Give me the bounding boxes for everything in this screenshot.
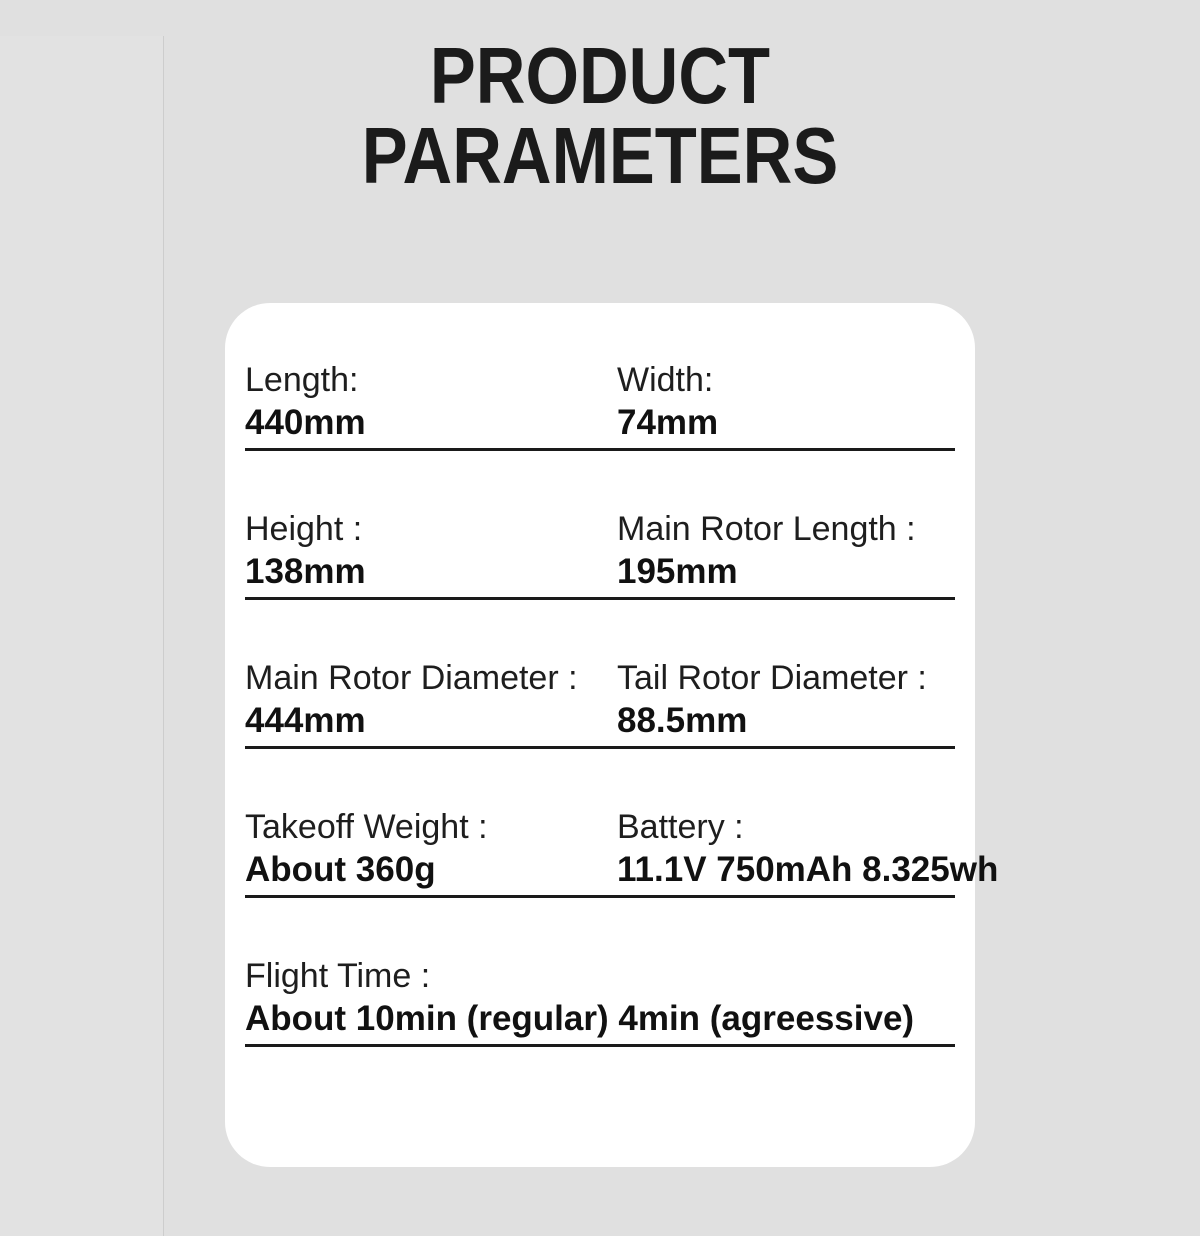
param-label-width: Width: [617,361,714,399]
param-cell-width [617,360,955,446]
param-value-width: 74mm [617,403,719,442]
param-value-length: 440mm [245,403,366,442]
param-row-flight-time [245,956,955,1047]
param-value-flight-time: About 10min (regular) 4min (agreessive) [245,999,915,1038]
page-title [84,31,1116,200]
param-cell-tail-rotor-diameter [617,658,955,744]
param-cell-flight-time [245,956,955,1042]
param-label-tail-rotor-diameter: Tail Rotor Diameter : [617,659,927,697]
param-cell-takeoff-weight [245,807,617,893]
param-label-length: Length: [245,361,359,399]
param-row-dimensions-1 [245,360,955,451]
param-label-takeoff-weight: Takeoff Weight : [245,808,488,846]
param-label-flight-time: Flight Time : [245,957,431,995]
background-left-strip [0,36,163,1236]
page-title-line1: PRODUCT [429,31,771,120]
param-row-weight-battery [245,807,999,898]
param-row-rotor-diameters [245,658,955,749]
param-value-battery: 11.1V 750mAh 8.325wh [617,850,999,889]
param-value-tail-rotor-diameter: 88.5mm [617,701,748,740]
param-row-dimensions-2 [245,509,955,600]
background-seam-line [163,36,164,1236]
param-value-height: 138mm [245,552,366,591]
param-label-main-rotor-length: Main Rotor Length : [617,510,916,548]
param-label-main-rotor-diameter: Main Rotor Diameter : [245,659,578,697]
parameters-card [225,303,999,1167]
param-value-main-rotor-length: 195mm [617,552,738,591]
param-cell-main-rotor-diameter [245,658,617,744]
param-label-height: Height : [245,510,363,548]
param-cell-main-rotor-length [617,509,955,595]
param-label-battery: Battery : [617,808,744,846]
page-title-line2: PARAMETERS [361,111,839,200]
param-cell-height [245,509,617,595]
param-cell-length [245,360,617,446]
param-value-takeoff-weight: About 360g [245,850,436,889]
param-cell-battery [617,807,999,893]
param-value-main-rotor-diameter: 444mm [245,701,366,740]
